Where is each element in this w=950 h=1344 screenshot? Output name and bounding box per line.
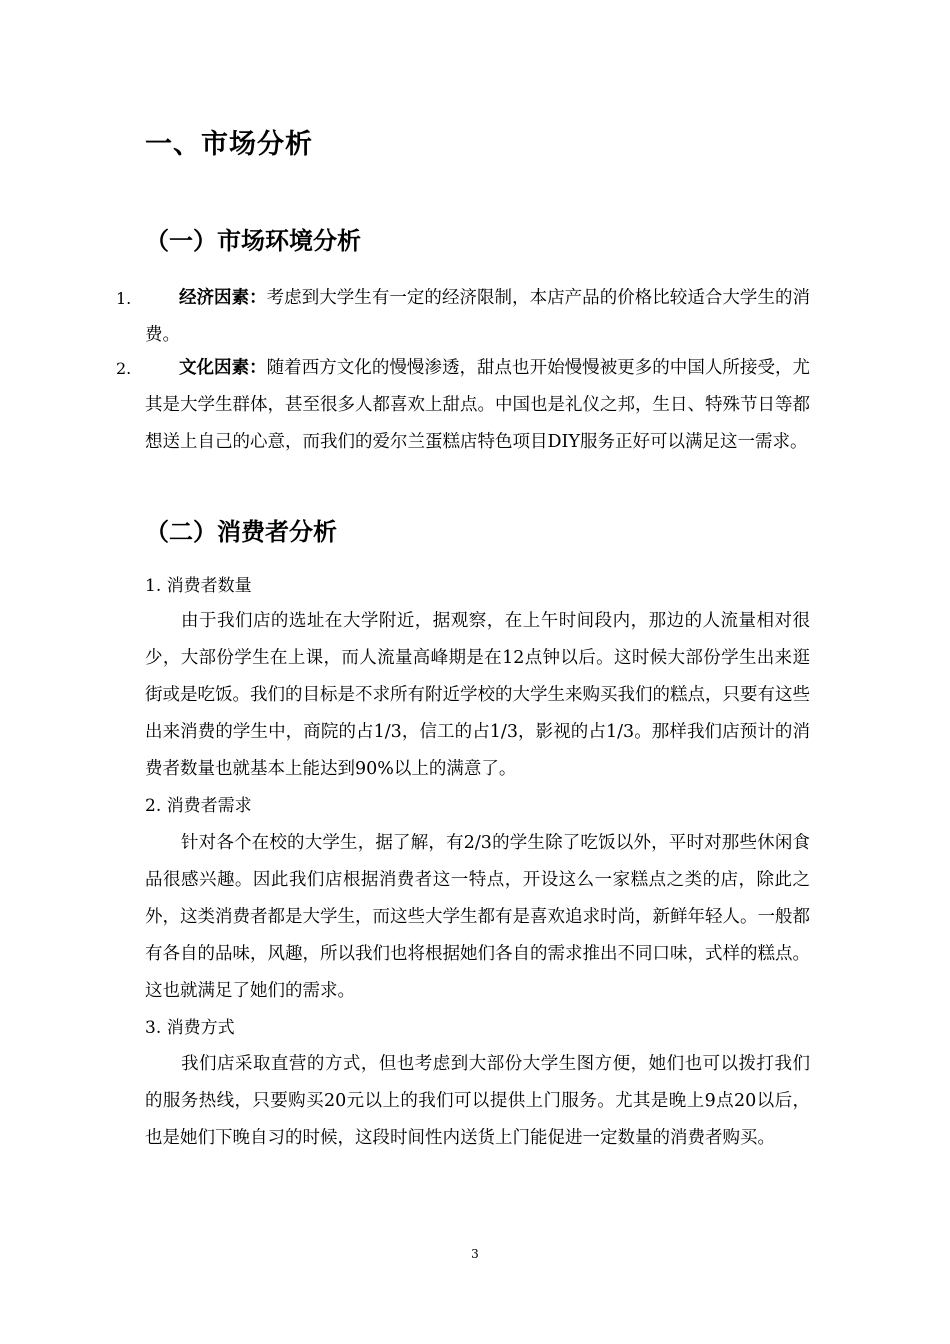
paragraph-consumer-quantity: 由于我们店的选址在大学附近，据观察，在上午时间段内，那边的人流量相对很少，大部份学生在上课，而人流量高峰期是在12点钟以后。这时候大部份学生出来逛街或是吃饭。我们的目标是不求所有附近学校的大学生来购买我们的糕点，只要有这些出来消费的学生中，商院的占1/3，信工的占1/3，影视的占1/3。那样我们店预计的消费者数量也就基本上能达到90%以上的满意了。 [145, 611, 810, 779]
list-item-body [145, 280, 810, 354]
subheading-consumer-demand: 2. 消费者需求 [145, 796, 252, 816]
subheading-consumption-method: 3. 消费方式 [145, 1018, 235, 1038]
list-item-keyword: 文化因素： [179, 358, 267, 378]
page-title: 一、市场分析 [145, 129, 313, 160]
page-number: 3 [471, 1247, 479, 1261]
list-item-text: 随着西方文化的慢慢渗透，甜点也开始慢慢被更多的中国人所接受，尤其是大学生群体，甚至很多人都喜欢上甜点。中国也是礼仪之邦，生日、特殊节日等都想送上自己的心意，而我们的爱尔兰蛋糕店特色项目DIY服务正好可以满足这一需求。 [145, 358, 811, 452]
list-item-text: 考虑到大学生有一定的经济限制，本店产品的价格比较适合大学生的消费。 [145, 288, 811, 345]
subheading-consumer-quantity: 1. 消费者数量 [145, 576, 252, 596]
list-number: 2. [116, 359, 132, 378]
list-item-body [145, 350, 810, 461]
section-heading-consumer-analysis: （二）消费者分析 [145, 518, 337, 546]
list-number: 1. [116, 289, 132, 308]
section-heading-market-environment: （一）市场环境分析 [145, 227, 361, 255]
paragraph-consumer-demand: 针对各个在校的大学生，据了解，有2/3的学生除了吃饭以外，平时对那些休闲食品很感兴趣。因此我们店根据消费者这一特点，开设这么一家糕点之类的店，除此之外，这类消费者都是大学生，而这些大学生都有是喜欢追求时尚，新鲜年轻人。一般都有各自的品味，风趣，所以我们也将根据她们各自的需求推出不同口味，式样的糕点。这也就满足了她们的需求。 [145, 833, 810, 1001]
paragraph-consumption-method: 我们店采取直营的方式，但也考虑到大部份大学生图方便，她们也可以拨打我们的服务热线，只要购买20元以上的我们可以提供上门服务。尤其是晚上9点20以后，也是她们下晚自习的时候，这段时间性内送货上门能促进一定数量的消费者购买。 [145, 1054, 810, 1148]
list-item-keyword: 经济因素： [179, 288, 267, 308]
